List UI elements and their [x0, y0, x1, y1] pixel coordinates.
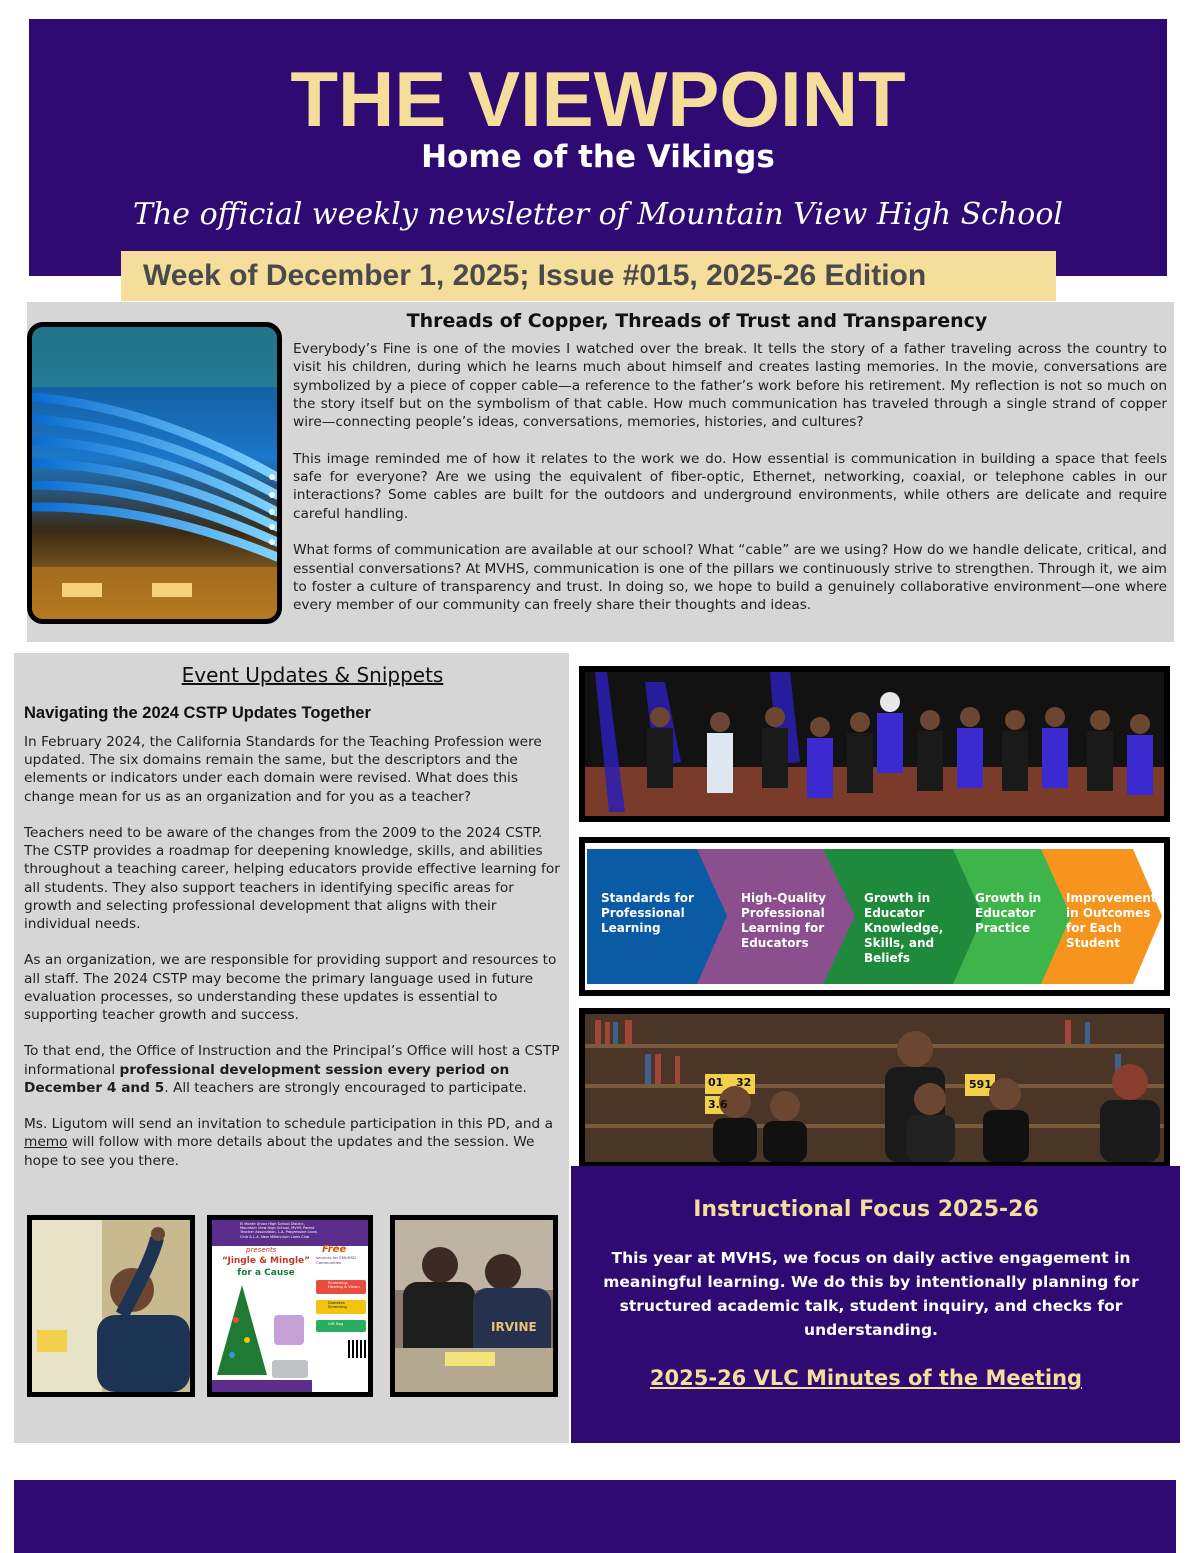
flyer-service-label: Screening: Hearing & Vision [328, 1280, 360, 1290]
flow-step-label: Improvements in Outcomes for Each Student [1066, 891, 1164, 950]
flyer-service-label: Gift Bag [328, 1321, 344, 1326]
flyer-presents: presents [246, 1246, 277, 1254]
student-whiteboard-illustration [32, 1220, 190, 1392]
qr-code-icon [348, 1340, 366, 1358]
flyer-service-label: Diabetes Screening [328, 1300, 347, 1310]
cstp-paragraph [24, 1115, 564, 1170]
event-updates-heading-text: Event Updates & Snippets [181, 663, 444, 687]
jingle-mingle-flyer [207, 1215, 373, 1397]
cstp-text: will follow with more details about the updates and the session. We hope to see you there. [24, 1134, 535, 1169]
library-sign-number: 32 [736, 1076, 752, 1089]
flow-step-label: Standards for Professional Learning [601, 891, 694, 935]
flow-step-label: Growth in Educator Knowledge, Skills, and Beliefs [864, 891, 944, 965]
cstp-paragraph [24, 1042, 564, 1097]
students-studying-illustration [395, 1220, 553, 1392]
vlc-minutes-link[interactable]: 2025-26 VLC Minutes of the Meeting [649, 1366, 1083, 1390]
memo-link[interactable]: memo [24, 1134, 68, 1151]
library-sign-number: 591 [969, 1078, 992, 1091]
student-whiteboard-photo [27, 1215, 195, 1397]
shirt-text: IRVINE [491, 1320, 537, 1334]
cstp-article-body [24, 733, 564, 1188]
issue-text: Week of December 1, 2025; Issue #015, 2025-26 Edition [143, 259, 927, 292]
color-guard-illustration [585, 672, 1164, 816]
flow-step-label: Growth in Educator Practice [975, 891, 1042, 935]
library-sign-number: 01 [708, 1076, 724, 1089]
feature-article [27, 302, 1174, 642]
newsletter-subtitle: Home of the Vikings [421, 139, 775, 175]
flyer-service-1 [316, 1280, 366, 1294]
cstp-article-title: Navigating the 2024 CSTP Updates Together [24, 704, 371, 722]
instructional-focus-panel [571, 1166, 1180, 1443]
professional-learning-flow-diagram [579, 837, 1170, 996]
fiber-cable-photo [27, 322, 282, 624]
pd-session-highlight: professional development session every period on December 4 and 5 [24, 1061, 510, 1096]
flyer-service-2 [316, 1300, 366, 1314]
instructional-focus-title: Instructional Focus 2025-26 [693, 1197, 1039, 1222]
feature-article-title: Threads of Copper, Threads of Trust and Transparency [406, 310, 988, 332]
flyer-title: “Jingle & Mingle” [221, 1256, 311, 1266]
feature-article-body [293, 340, 1167, 633]
library-sign-number: 3.6 [708, 1098, 728, 1111]
feature-paragraph: This image reminded me of how it relates to the work we do. How essential is communication in building a space that feels safe for everyone? Are we using the equivalent of fiber-optic, Ethernet, networking, coaxial, or telephone cables in our interactions? Some cables are built for the outdoors and underground environments, while others are delicate and require careful handling. [293, 450, 1167, 522]
cstp-text: . All teachers are strongly encouraged to participate. [164, 1079, 527, 1096]
flyer-service-3 [316, 1320, 366, 1332]
library-students-photo [579, 1008, 1170, 1168]
footer-bar [14, 1480, 1176, 1553]
cstp-text: To that end, the Office of Instruction and the Principal’s Office will host a CSTP informational [24, 1043, 560, 1078]
instructional-focus-body: This year at MVHS, we focus on daily active engagement in meaningful learning. We do this by intentionally planning for structured academic talk, student inquiry, and checks for understanding. [603, 1249, 1139, 1339]
newsletter-title: THE VIEWPOINT [290, 55, 906, 143]
flow-step-label: High-Quality Professional Learning for Educators [741, 891, 826, 950]
cstp-paragraph: Teachers need to be aware of the changes from the 2009 to the 2024 CSTP. The CSTP provides a roadmap for deepening knowledge, skills, and abilities throughout a teaching career, helping educators provide effective learning for all students. They also support teachers in identifying specific areas for growth and selecting professional development that aligns with their individual needs. [24, 825, 560, 933]
cstp-text: Ms. Ligutom will send an invitation to schedule participation in this PD, and a [24, 1116, 553, 1133]
cstp-paragraph: As an organization, we are responsible for providing support and resources to all staff. The 2024 CSTP may become the primary language used in future evaluation processes, so understanding these updates is essential to supporting teacher growth and success. [24, 952, 557, 1024]
color-guard-photo [579, 666, 1170, 822]
flyer-free: Free [322, 1244, 347, 1255]
issue-banner [121, 251, 1056, 301]
cstp-paragraph: In February 2024, the California Standards for the Teaching Profession were updated. The six domains remain the same, but the descriptors and the elements or indicators under each domain were revised. What does this change mean for us as an organization and for you as a teacher? [24, 734, 542, 805]
newsletter-tagline: The official weekly newsletter of Mountain View High School [132, 197, 1064, 232]
feature-paragraph: Everybody’s Fine is one of the movies I watched over the break. It tells the story of a father traveling across the country to visit his children, during which he learns much about himself and creates lasting memories. In the movie, conversations are symbolized by a piece of copper cable—a reference to the father’s work before his retirement. My reflection is not so much on the story itself but on the symbolism of that cable. How much communication has traveled through a single strand of copper wire—connecting people’s ideas, conversations, memories, histories, and cultures? [293, 341, 1167, 431]
feature-paragraph: What forms of communication are available at our school? What “cable” are we using? How do we handle delicate, critical, and essential conversations? At MVHS, communication is one of the pillars we continuously strive to strengthen. Through it, we aim to foster a culture of transparency and trust. In doing so, we hope to build a genuinely collaborative environment—one where every member of our community can freely share their thoughts and ideas. [293, 542, 1167, 614]
fiber-cable-illustration [32, 327, 277, 619]
event-updates-heading [14, 661, 611, 689]
flyer-subtitle: for a Cause [237, 1268, 295, 1278]
christmas-tree-illustration [212, 1280, 312, 1392]
masthead [29, 19, 1167, 276]
flyer-free-sub: services for EMUHSD Communities [316, 1255, 356, 1265]
library-illustration [585, 1014, 1164, 1162]
students-studying-photo [390, 1215, 558, 1397]
flyer-org-text: El Monte Union High School District, Mountain View High School, MVHS Parent Teacher Association, L.A. Progressive Lions Club & L.A. New Millennium Lions Club [240, 1222, 317, 1239]
